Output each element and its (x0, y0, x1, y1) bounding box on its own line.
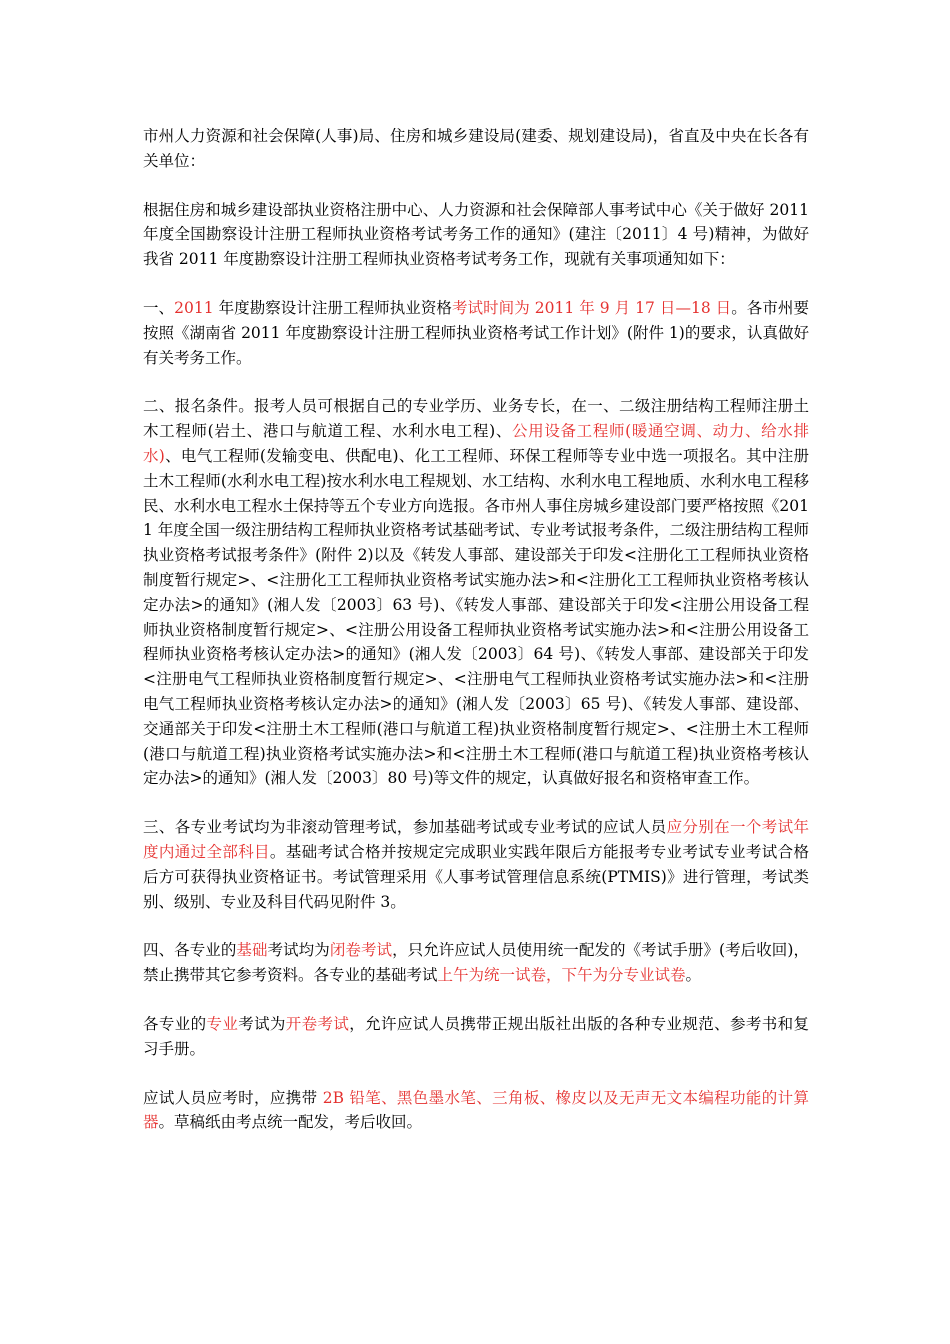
highlighted-text: 专业 (206, 1014, 239, 1033)
paragraph-section-3 (143, 815, 809, 914)
body-text: 。各市州要按照《湖南省 2011 年度勘察设计注册工程师执业资格考试工作计划》(附件 1)的要求，认真做好有关考务工作。 (143, 298, 809, 367)
body-text: 二、报名条件。报考人员可根据自己的专业学历、业务专长，在一、二级注册结构工程师注册土木工程师(岩土、港口与航道工程、水利水电工程)、 (143, 397, 809, 441)
paragraph-intro (143, 198, 809, 272)
body-text: 应试人员应考时，应携带 (143, 1088, 323, 1107)
body-text: ，只允许应试人员使用统一配发的《考试手册》(考后收回)，禁止携带其它参考资料。各专业的基础考试 (143, 941, 809, 985)
highlighted-text: 应分别在一个考试年度内通过全部科目 (143, 818, 809, 861)
paragraph-section-4-open-book (143, 1012, 809, 1062)
paragraph-section-4-items (143, 1086, 809, 1136)
body-text: 考试为 (238, 1014, 286, 1033)
body-text: 三、各专业考试均为非滚动管理考试，参加基础考试或专业考试的应试人员 (143, 818, 667, 837)
body-text: ，允许应试人员携带正规出版社出版的各种专业规范、参考书和复习手册。 (143, 1014, 809, 1058)
body-text: 一、 (143, 298, 175, 317)
body-text: 。基础考试合格并按规定完成职业实践年限后方能报考专业考试专业考试合格后方可获得执业资格证书。考试管理采用《人事考试管理信息系统(PTMIS)》进行管理，考试类别、级别、专业及科目代码见附件 3。 (143, 842, 809, 911)
paragraph-section-4 (143, 938, 809, 988)
body-text: 四、各专业的 (143, 941, 237, 960)
paragraph-section-2 (143, 394, 809, 791)
highlighted-text: 2B 铅笔、黑色墨水笔、三角板、橡皮以及无声无文本编程功能的计算器 (143, 1088, 809, 1132)
highlighted-text: 开卷考试 (285, 1014, 350, 1033)
highlighted-text: 考试时间为 2011 年 9 月 17 日—18 日 (452, 298, 732, 317)
body-text: 。 (685, 966, 702, 985)
document-body (143, 124, 809, 1159)
body-text: 市州人力资源和社会保障(人事)局、住房和城乡建设局(建委、规划建设局)，省直及中央在长各有关单位： (143, 127, 809, 170)
paragraph-addressee (143, 124, 809, 174)
highlighted-text: 2011 (174, 298, 214, 317)
body-text: 、电气工程师(发输变电、供配电)、化工工程师、环保工程师等专业中选一项报名。其中注册土木工程师(水利水电工程)按水利水电工程规划、水工结构、水利水电工程地质、水利水电工程移民、水利水电工程水土保持等五个专业方向选报。各市州人事住房城乡建设部门要严格按照《2011 年度全国一级注册结构工程师执业资格考试基础考试、专业考试报考条件，二级注册结构工程师执业资格考试报考条件》(附件 2)以及《转发人事部、建设部关于印发<注册化工工程师执业资格制度暂行规定>、<注册化工工程师执业资格考试实施办法>和<注册化工工程师执业资格考核认定办法>的通知》(湘人发〔2003〕63 号)、《转发人事部、建设部关于印发<注册公用设备工程师执业资格制度暂行规定>、<注册公用设备工程师执业资格考试实施办法>和<注册公用设备工程师执业资格考核认定办法>的通知》(湘人发〔2003〕64 号)、《转发人事部、建设部关于印发<注册电气工程师执业资格制度暂行规定>、<注册电气工程师执业资格考试实施办法>和<注册电气工程师执业资格考核认定办法>的通知》(湘人发〔2003〕65 号)、《转发人事部、建设部、交通部关于印发<注册土木工程师(港口与航道工程)执业资格制度暂行规定>、<注册土木工程师(港口与航道工程)执业资格考试实施办法>和<注册土木工程师(港口与航道工程)执业资格考核认定办法>的通知》(湘人发〔2003〕80 号)等文件的规定，认真做好报名和资格审查工作。 (143, 446, 809, 788)
body-text: 。草稿纸由考点统一配发，考后收回。 (158, 1113, 423, 1132)
body-text: 年度勘察设计注册工程师执业资格 (213, 298, 452, 317)
body-text: 根据住房和城乡建设部执业资格注册中心、人力资源和社会保障部人事考试中心《关于做好 2011 年度全国勘察设计注册工程师执业资格考试考务工作的通知》(建注〔2011〕4 号)精神，为做好我省 2011 年度勘察设计注册工程师执业资格考试考务工作，现就有关事项通知如下： (143, 200, 809, 269)
paragraph-section-1 (143, 296, 809, 370)
highlighted-text: 上午为统一试卷，下午为分专业试卷 (437, 966, 686, 985)
highlighted-text: 公用设备工程师(暖通空调、动力、给水排水) (143, 422, 809, 465)
body-text: 各专业的 (143, 1014, 207, 1033)
highlighted-text: 闭卷考试 (329, 941, 393, 960)
highlighted-text: 基础 (236, 941, 268, 960)
body-text: 考试均为 (267, 941, 330, 960)
